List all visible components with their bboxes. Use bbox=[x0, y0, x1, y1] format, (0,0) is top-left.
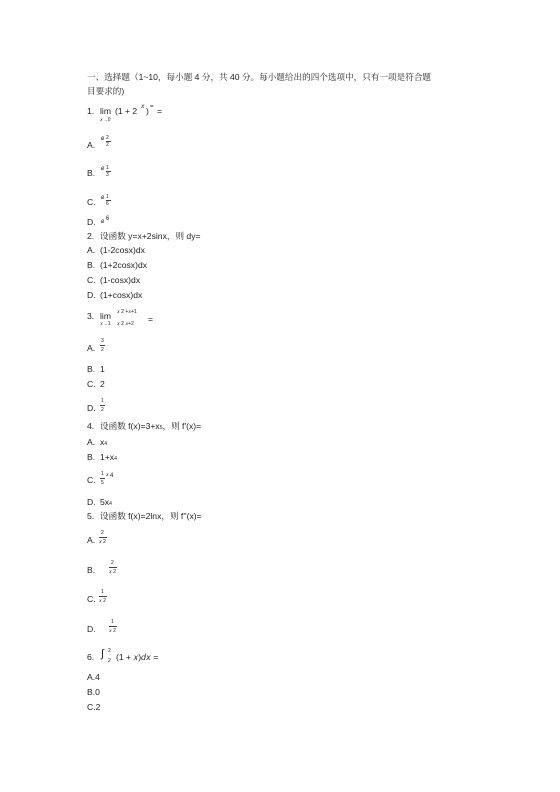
option-label[interactable]: A. bbox=[87, 437, 96, 447]
option-base: 5x bbox=[100, 497, 110, 507]
fraction-denominator: 𝑥 2 bbox=[109, 569, 116, 575]
denominator-expression: 𝑥 2 𝑥+2 bbox=[117, 321, 134, 327]
option-text: (1-cosx)dx bbox=[100, 275, 141, 285]
option-label[interactable]: D. bbox=[87, 497, 96, 507]
option-subscript: 4 bbox=[114, 456, 117, 462]
close-paren: ) bbox=[146, 106, 149, 116]
question-text bbox=[100, 421, 201, 432]
question-number: 5. bbox=[87, 511, 95, 521]
option-label[interactable]: B. bbox=[87, 452, 96, 462]
option-label[interactable]: A. bbox=[87, 245, 96, 255]
question-number: 4. bbox=[87, 421, 95, 431]
limit-subscript: 𝑥→1 bbox=[100, 321, 111, 327]
option-base: x bbox=[100, 437, 105, 447]
option-text: (1-2cosx)dx bbox=[100, 245, 145, 255]
option-text: 1 bbox=[100, 364, 105, 374]
option-denominator: 3 bbox=[106, 172, 109, 178]
question-text-main: 设函数 f(x)=3+x bbox=[100, 421, 160, 431]
option-subscript: 4 bbox=[104, 441, 108, 447]
outer-exponent: = bbox=[150, 104, 154, 110]
option-base: 1+x bbox=[100, 452, 115, 462]
option-text bbox=[100, 497, 112, 508]
option-label[interactable]: C. bbox=[87, 275, 96, 285]
fraction-numerator: 2 bbox=[111, 560, 114, 566]
question-number: 1. bbox=[87, 106, 95, 116]
option-label[interactable]: D. bbox=[87, 290, 96, 300]
numerator-expression: 𝑥 2 +𝑥+1 bbox=[117, 309, 137, 315]
fraction-denominator: 𝑥 2 bbox=[99, 598, 106, 604]
option-text: (1+cosx)dx bbox=[100, 290, 143, 300]
fraction-denominator: 2 bbox=[101, 347, 104, 353]
option-exponent: 1 bbox=[106, 194, 109, 200]
fraction-numerator: 1 bbox=[111, 619, 114, 625]
option-exponent: 1 bbox=[106, 165, 109, 171]
lim-operator: lim bbox=[100, 106, 111, 116]
option-label[interactable]: B. bbox=[87, 260, 96, 270]
question-text: 设函数 f(x)=2lnx，则 f''(x)= bbox=[100, 511, 202, 521]
fraction-numerator: 2 bbox=[101, 530, 104, 536]
option-text: 2 bbox=[100, 379, 105, 389]
option-label[interactable]: C. bbox=[87, 197, 96, 207]
limit-subscript: 𝑥→0 bbox=[100, 117, 111, 123]
option-exponent: 4 bbox=[110, 473, 114, 479]
option-text bbox=[100, 437, 107, 448]
limit-base: (1 + 2 bbox=[115, 106, 138, 116]
option-label[interactable]: A. bbox=[87, 343, 96, 353]
option-label[interactable]: C. bbox=[87, 594, 96, 604]
option-variable: 𝑥 bbox=[106, 472, 109, 478]
option-text bbox=[100, 452, 117, 463]
option-label[interactable]: B. bbox=[87, 364, 96, 374]
fraction-denominator: 2 bbox=[101, 407, 104, 413]
question-number: 2. bbox=[87, 231, 95, 241]
option-base: 𝑒 bbox=[101, 136, 105, 142]
fraction-denominator: 5 bbox=[101, 480, 104, 486]
question-text-end: ，则 f'(x)= bbox=[162, 421, 202, 431]
question-number: 3. bbox=[87, 311, 95, 321]
option-exponent: 2 bbox=[106, 135, 109, 141]
option-text[interactable]: C.2 bbox=[87, 702, 101, 712]
fraction-numerator: 3 bbox=[101, 338, 104, 344]
integrand: (1 + 𝑥)𝑑𝑥 = bbox=[116, 652, 159, 662]
option-label[interactable]: A. bbox=[87, 535, 96, 545]
integral-sign: ∫ bbox=[101, 648, 105, 660]
fraction-numerator: 1 bbox=[101, 589, 104, 595]
fraction-numerator: 1 bbox=[101, 471, 104, 477]
integral-lower-limit: 2 bbox=[108, 658, 111, 664]
equals: = bbox=[148, 314, 154, 324]
option-base: 𝑒 bbox=[101, 195, 105, 201]
option-label[interactable]: C. bbox=[87, 475, 96, 485]
option-text[interactable]: B.0 bbox=[87, 687, 100, 697]
question-text: 设函数 y=x+2sinx，则 dy= bbox=[100, 231, 201, 241]
option-subscript: 4 bbox=[109, 501, 112, 507]
option-text[interactable]: A.4 bbox=[87, 672, 100, 682]
option-base: 𝑒 bbox=[101, 166, 105, 172]
option-label[interactable]: A. bbox=[87, 140, 96, 150]
section-heading-line1: 一、选择题（1~10，每小题 4 分，共 40 分。每小题给出的四个选项中，只有一项是符合题 bbox=[87, 72, 432, 82]
option-label[interactable]: D. bbox=[87, 403, 96, 413]
question-number: 6. bbox=[87, 652, 95, 662]
integral-upper-limit: 2 bbox=[108, 648, 111, 654]
option-label[interactable]: D. bbox=[87, 624, 96, 634]
fraction-denominator: 𝑥 2 bbox=[109, 628, 116, 634]
option-label[interactable]: B. bbox=[87, 168, 96, 178]
lim-operator: lim bbox=[100, 311, 111, 321]
fraction-denominator: 𝑥 2 bbox=[99, 539, 106, 545]
section-heading-line2: 目要求的) bbox=[87, 86, 125, 96]
option-label[interactable]: C. bbox=[87, 379, 96, 389]
subscript: 5 bbox=[159, 425, 163, 431]
option-label[interactable]: B. bbox=[87, 565, 96, 575]
exponent: 𝑥 bbox=[141, 104, 145, 110]
option-text: (1+2cosx)dx bbox=[100, 260, 148, 270]
option-exponent: 6 bbox=[106, 216, 110, 222]
option-denominator: 6 bbox=[106, 201, 109, 207]
option-denominator: 2 bbox=[106, 142, 109, 148]
fraction-numerator: 1 bbox=[101, 398, 104, 404]
equals: = bbox=[157, 106, 163, 116]
option-label[interactable]: D. bbox=[87, 217, 96, 227]
option-base: 𝑒 bbox=[101, 219, 105, 225]
